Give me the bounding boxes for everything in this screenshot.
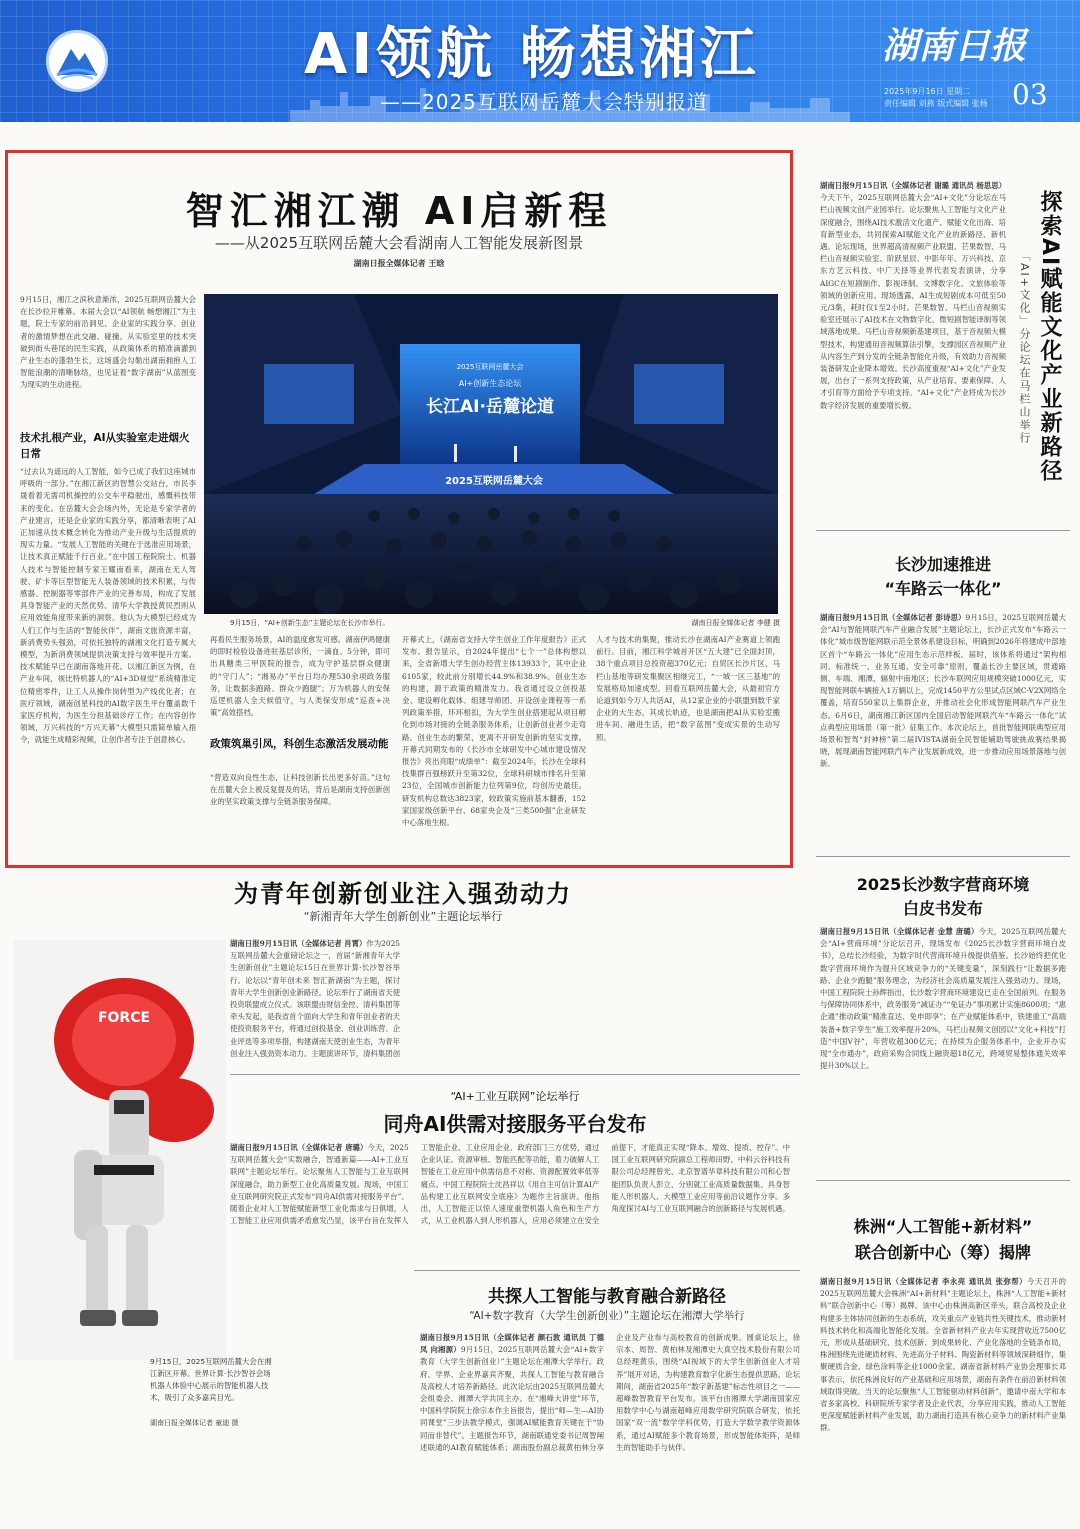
- section-divider: [414, 1270, 800, 1271]
- materials-headline-1: 株洲“人工智能+新材料”: [853, 1217, 1033, 1236]
- industrial-headline: 同舟AI供需对接服务平台发布: [383, 1112, 647, 1136]
- business-headline-1: 2025长沙数字营商环境: [856, 875, 1030, 894]
- boxing-robot-photo: [14, 940, 226, 1360]
- editors-credit: 责任编辑 刘燕 版式编辑 张杨: [884, 99, 988, 108]
- lead-col3-text-2: “营造双向良性生态，让科技创新长出更多好苗。”这句在岳麓大会上被反复提及的话，背后是湖南支持创新创业的坚实政策支撑与全链条服务保障。: [210, 773, 390, 807]
- education-body: 9月15日，2025互联网岳麓大会“AI+数字教育（大学生创新创业）”主题论坛在湘潭大学举行。政府、学界、企业界嘉宾齐聚，共探人工智能与教育融合及高校人才培养新路径。此次论坛由2025互联网岳麓大会组委会、湘潭大学共同主办。在“湘峰大讲堂”环节，中国科学院院士徐宗本作主旨报告，提出“师—生—AI协同课堂”三步法教学模式，强调AI赋能教育关键在于“协同而非替代”。主题报告环节，湖南联通党委书记周智阐述联通的AI教育赋能体系；湖南股份副总裁黄柏林分享企业及产业参与高校教育的创新成果。圆桌论坛上，徐宗本、周智、黄柏林及湘潭史大真空技术股份有限公司总经理黄乐，围绕“AI视域下的大学生创新创业人才培养”展开对话，为构建教育数字化新生态提供思路。论坛期间，湖南省2025年“数字新基建”标志性项目之一——超峰数智教育平台发布。该平台由湘潭大学湖南国家应用数学中心与湖南超峰应用数学研究院联合研发，依托国家“双一流”数学学科优势，打造大学数学教学资源体系，通过AI赋能多个教育场景，形成智能体矩阵，是师生的智能助手与伙伴。: [420, 1333, 800, 1452]
- section-divider: [230, 1074, 800, 1075]
- youth-dateline: 湖南日报9月15日讯（全媒体记者 肖霄）: [230, 939, 367, 948]
- industrial-kicker: “AI+工业互联网”论坛举行: [450, 1090, 580, 1103]
- youth-col1-text: [230, 938, 400, 1058]
- masthead-banner: [0, 0, 1080, 122]
- glove-brand-text: FORCE: [97, 1010, 151, 1026]
- lead-section-heading-1: 技术扎根产业，AI从实验室走进烟火日常: [20, 432, 190, 460]
- lead-intro: 9月15日，湘江之滨秋意渐浓，2025互联网岳麓大会在长沙拉开帷幕。本届大会以“AI领航 畅想湘江”为主题，院士专家的前沿洞见、企业家的实践分享、创业者的激情梦想在此交融、碰撞。从实验室里的技术突破到街头巷尾的民生实践，从政策体系的精准滴灌到产业生态的蓬勃生长，这场盛会勾勒出湖南拥抱人工智能浪潮的清晰脉络，也见证着“数字湖南”从蓝图变为现实的生动进程。: [20, 295, 196, 390]
- vehicle-body: 9月15日，2025互联网岳麓大会“AI与智能网联汽车产业融合发展”主题论坛上，长沙正式发布“车路云一体化”城市级智能网联示范全景体系建设目标，明确到2026年将建成中部地区首个“车路云一体化”应用生态示范样板。届时，该体系将通过“架构相同、标准统一、业务互通、安全可靠”原则，覆盖长沙主要区域，贯通路侧、车端、湘潭，辐射中南地区；长沙车联网应用规模突破1000亿元，实现智能网联车辆接入1万辆以上，完成1450平方公里试点区域C-V2X网络全覆盖，培育550家以上集群企业，并推动社会化形成智能网联汽车产业生态。6月6日，湖南湘江新区国内全国启动智能网联汽车“车路云一体化”试点典型应用场景（第一批）征集工作。本次论坛上，首批智能网联典型应用场景和智驾“封神榜”第二届IVISTA湖南全民智能辅助驾驶挑战赛结果揭晓，展现湖南智能网联汽车产业发展新成效，进一步推动应用场景落地与创新。: [820, 613, 1066, 769]
- forum-stage-photo: [204, 294, 778, 614]
- youth-subheadline: “新湘青年大学生创新创业”主题论坛举行: [303, 910, 503, 923]
- lead-byline: 湖南日报全媒体记者 王晗: [353, 259, 445, 268]
- business-headline-2: 白皮书发布: [902, 899, 983, 918]
- youth-headline: 为青年创新创业注入强劲动力: [234, 880, 572, 908]
- education-subheadline: “AI+数字教育（大学生创新创业）”主题论坛在湘潭大学举行: [469, 1310, 745, 1322]
- lead-col4-text: 开幕式上，《湖南省支持大学生创业工作年度报告》正式发布。报告显示，自2024年提出“七个一”总体构想以来，全省新增大学生创办经营主体13933个，其中企业6105家，较此前分别增长44.9%和38.9%。创业生态的构建，源于政策的精准发力。我省通过设立创投基金、建设孵化载体、组建导师团、开设创业课程等一系列政策举措，环环相扣，为大学生创业搭建起从项目孵化到市场对接的全链条服务体系，让创新创业者少走弯路。创业生态的繁荣，更离不开研发创新的坚实支撑。开幕式同期发布的《长沙市全球研发中心城市建设情况报告》亮出亮眼“成绩单”：截至2024年，长沙在全球科技集群百强榜跃升至第32位，全球科研城市排名升至第23位，全国城市创新能力位列第9位，均创历史最佳。研发机构总数达3823家，较政策实施前基本翻番，152家国家级创新平台、68家央企及“三类500强”企业研发中心落地生根。: [402, 635, 586, 828]
- materials-body: 今天召开的2025互联网岳麓大会株洲“AI+新材料”主题论坛上，株洲“人工智能+新材料”联合创新中心（筹）揭牌。该中心由株洲高新区牵头，联合高校及企业构建多主体协同创新的生态系统，攻关重点产业链共性关键技术，推动新材料技术转化和高端化智能化发展。全省新材料产业去年实现营收近7500亿元，形成从基础研究、技术创新、到成果转化、产业化落地的全链条布局，株洲围绕先进硬质材料、先进高分子材料、陶瓷新材料等领域深耕细作，集聚硬质合金、绿色涂料等企业1000余家。湖南省新材料产业协会理事长邓事表示，依托株洲良好的产业基础和应用场景，湖南有条件在前沿新材料领域取得突破。当天的论坛聚焦“人工智能驱动材料创新”，邀请中南大学和本省多家高校、科研院所专家学者及企业代表，分享应用实践，推动人工智能更深度赋能新材料产业发展，助力湖南打造具有核心竞争力的新材料产业集群。: [820, 1277, 1066, 1433]
- business-dateline: 湖南日报9月15日讯（全媒体记者 金慧 唐璐）: [820, 927, 979, 936]
- culture-headline: 探索AI赋能文化产业新路径: [1037, 190, 1062, 484]
- banner-main-title: AI领航 畅想湘江: [304, 22, 760, 87]
- column-divider: [816, 530, 1070, 531]
- lead-section-heading-2: 政策筑巢引凤，科创生态激活发展动能: [210, 738, 389, 750]
- lead-photo-caption: 9月15日，“AI+创新生态”主题论坛在长沙市举行。: [230, 619, 390, 627]
- vehicle-article-text: [820, 612, 1066, 852]
- vehicle-headline-1: 长沙加速推进: [894, 555, 991, 574]
- lead-col1-text: “过去认为遥远的人工智能，如今已成了我们这座城市呼吸的一部分。”在湘江新区的智慧公交站台，市民李晟看着无需司机操控的公交车平稳驶出，感慨科技带来的变化。在岳麓大会会场内外，无论是专家学者的产业建言，还是企业家的实践分享，都清晰表明了AI正加速从技术概念转化为推动产业升级与生活提质的现实力量。“发展人工智能的关键在于选准应用场景，让技术真正赋能千行百业。”在中国工程院院士、机器人技术与智能控制专家王耀南看来，湖南在无人驾驶、矿卡等巨型智能无人装备领域的技术积累，与传感器、控制器等零部件产业的完善布局，构成了发展具身智能产业的天然优势。清华大学教授黄民烈则从应用效能角度带来新的洞察。他认为大模型已经成为人们工作与生活的“智能伙伴”，湖南文旅资源丰富，新消费势头强劲，可依托独特的湖湘文化打造专属大模型，为新消费领域提供决策支持与效率提升方案。技术赋能早已在湖南落地开花。以湘江新区为例，在产业车间，视比特机器人的“AI+3D视觉”系统精准定位精密零件，让工人从操作岗转型为产线优化者；在医疗领域，湖南创星科技的AI数字医生平台覆盖数千家医疗机构，为医生分担基础诊疗工作；在内容创作领域，万兴科技的“万兴天幕”大模型只需简单输入指令，就能生成精彩视频，让创作者专注于创意核心。: [20, 467, 196, 745]
- lead-subheadline: ——从2025互联网岳麓大会看湖南人工智能发展新图景: [214, 234, 584, 252]
- industrial-dateline: 湖南日报9月15日讯（全媒体记者 唐璐）: [230, 1143, 368, 1152]
- culture-dateline: 湖南日报9月15日讯（全媒体记者 谢璐 通讯员 杨思思）: [820, 181, 1006, 190]
- column-divider: [816, 1180, 1070, 1181]
- screen-mid-text: AI+创新生态论坛: [458, 379, 522, 388]
- screen-big-text: 长江AI·岳麓论道: [426, 397, 554, 417]
- vehicle-headline-2: “车路云一体化”: [884, 579, 1002, 598]
- screen-top-text: 2025互联网岳麓大会: [456, 363, 524, 371]
- banner-subtitle: ——2025互联网岳麓大会特别报道: [380, 90, 708, 114]
- youth-body: 作为2025互联网岳麓大会重磅论坛之一，首届“新湘青年大学生创新创业”主题论坛15日在世界计算·长沙智谷举行。论坛以“青年创未来 智汇新湖南”为主题，探讨青年大学生创新创业新路径。论坛举行了湖南省天使投资联盟成立仪式。该联盟由财信金控、清科集团等牵头发起，是我省首个面向大学生和青年创业者的天使投资服务平台，将通过创投基金、创业训练营、企业评选等多项举措，构建湖南天使创业生态，为青年创业注入强劲资本动力。主题演讲环节，清科集团创: [230, 939, 400, 1058]
- materials-article-text: [820, 1276, 1066, 1524]
- culture-body: 今天下午，2025互联网岳麓大会“AI+文化”分论坛在马栏山视频文创产业园举行。论坛聚焦人工智能与文化产业深度融合，围绕AI技术激活文化遗产、赋能文化出海、培育新型业态，共同探索AI赋能文化产业的新路径、新机遇。论坛现场，世界超高清视频产业联盟、芒果数智、马栏山音视频实验室、阶跃星辰、中影年年、万兴科技、京东方艺云科技、中广天择等业界代表发表演讲，分享AIGC在短剧制作、影视译制、文博数字化、文旅体验等领域的创新应用。现场透露，AI生成短剧成本可低至50元/3集，耗时仅1至2小时。芒果数智、马栏山音视频实验室还展示了AI技术在文物数字化、微短剧智能译制等领域落地成果。马栏山音视频新基建项目，基于音视频大模型技术，构建通用音视频算法引擎，支撑园区音视频产业从内容生产到分发的全链条智能化升级，有效助力音视频装备研发企业降本增效。长沙高度重视“AI+文化”产业发展，出台了一系列支持政策，从产业培育、要素保障、人才引育等方面给予专项支持。“AI+文化”产业将成为长沙数字经济发展的重要增长极。: [820, 193, 1006, 410]
- culture-subheadline: 「AI+文化」分论坛在马栏山举行: [1018, 250, 1031, 445]
- page-number: 03: [1012, 78, 1048, 111]
- newspaper-name: 湖南日报: [882, 25, 1027, 67]
- conference-logo: [46, 30, 108, 92]
- stage-banner-text: 2025互联网岳麓大会: [445, 476, 543, 487]
- robot-photo-caption: 9月15日，2025互联网岳麓大会在湘江新区开幕。世界计算·长沙智谷会场机器人体验中心展示的智能机器人技术，吸引了众多嘉宾目光。: [150, 1357, 272, 1402]
- lead-col5-text: 人才与技术的集聚，推动长沙在湖南AI产业赛道上领跑前行。目前，湘江科学城首开区“五大建”已全面封顶，38个重点项目总投资超370亿元；自贸区长沙片区、马栏山基地等研发集聚区相继完工，“一城一区三基地”的发展格局加速成型。回看互联网岳麓大会，从最初官方论道到如今万人共话AI，从12家企业的小联盟到数千家企业的大生态，其成长轨迹，也是湖南把AI从实验室搬进车间、融进生活，把“数字蓝图”变成实景的生动写照。: [596, 635, 780, 742]
- business-body: 今天，2025互联网岳麓大会“AI+营商环境”分论坛召开，现场发布《2025长沙数字营商环境白皮书》，总结长沙经验，为数字时代营商环境升级提供借鉴。长沙始终把优化数字营商环境作为提升区域竞争力的“关键变量”，深刻践行“让数据多跑路、企业少跑腿”服务理念，为经济社会高质量发展注入强劲动力。现场，中国工程院院士孙辉指出，长沙数字营商环境建设已走在全国前列。在服务与保障协同体系中，政务服务“减证办”“免证办”事项累计实施8600项；“惠企通”推动政策“精准直达、免申即享”；在产业赋能体系中，铁建重工“高端装备+数字孪生”施工效率提升20%，马栏山视频文创园以“文化+科技”打造“中国V谷”，年营收超300亿元；在持续为企服务体系中，企业开办实现“全市通办”，政府采购合同线上融资超18亿元，跨境贸易整体通关效率提升30%以上。: [820, 927, 1066, 1071]
- business-article-text: [820, 926, 1066, 1178]
- lead-col3-text: 再看民生服务场景，AI的温度愈发可感。湖南伊鸿健康的即时检验设备进驻基层诊所，一滴血、5分钟，即可出具糖类三甲医院的报告，成为守护基层群众健康的“守门人”；“湘易办”平台日均办理530余项政务服务，让数据多跑路、群众少跑腿”；万为机器人的安保巡逻机器人全天候值守，与人类保安形成“巡查+决策”高效搭档。: [210, 635, 390, 718]
- education-dateline: 湖南日报9月15日讯（全媒体记者 颜石敦 通讯员 丁德凤 向湘源）: [420, 1333, 604, 1355]
- education-headline: 共探人工智能与教育融合新路径: [488, 1287, 726, 1307]
- materials-dateline: 湖南日报9月15日讯（全媒体记者 李永亮 通讯员 张弥帮）: [820, 1277, 1028, 1286]
- vehicle-dateline: 湖南日报9月15日讯（全媒体记者 彭诗思）: [820, 613, 966, 622]
- issue-date: 2025年9月16日 星期二: [884, 87, 971, 96]
- culture-article-text: [820, 180, 1006, 516]
- robot-photo-credit: 湖南日报全媒体记者 童迪 摄: [150, 1419, 239, 1427]
- industrial-body: 今天，2025互联网岳麓大会“实数融合，智通新篇——AI+工业互联网”主题论坛举行。论坛聚焦人工智能与工业互联网深度融合，助力新型工业化高质量发展。现场，中国工业互联网研究院正式发布“同舟AI供需对接服务平台”。随着企业对人工智能赋能新型工业化需求与日俱增，人工智能工业应用供需矛盾愈发凸显，该平台旨在发挥人工智能企业、工业应用企业、政府部门三方优势，通过企业认证、资源审核、智能匹配等功能，着力破解人工智能在工业应用中供需信息不对称、资源配置效率低等痛点。中国工程院院士沈昌祥以《用自主可信计算AI产品构建工业互联网安全底座》为题作主旨演讲。他指出，人工智能正以惊人速度重塑机器人角色和生产方式，从工业机器人到人形机器人，应用必须建立在安全前提下，才能真正实现“降本、增效、提质、控存”。中国工业互联网研究院副总工程师田野、中科云谷科技有限公司总经理曾光、北京智谱华章科技有限公司和心智能团队负责人彭立、分别就工业高质量数据集、具身智能人形机器人、大模型工业应用等前沿议题作分享。多角度探讨AI与工业互联网融合的创新路径与发展机遇。: [230, 1143, 790, 1226]
- materials-headline-2: 联合创新中心（筹）揭牌: [854, 1243, 1031, 1262]
- column-divider: [816, 856, 1070, 857]
- lead-headline: 智汇湘江潮 AI启新程: [185, 189, 613, 233]
- lead-photo-credit: 湖南日报全媒体记者 李健 摄: [691, 619, 780, 627]
- industrial-article-text: [230, 1142, 790, 1262]
- education-article-text: [420, 1332, 800, 1524]
